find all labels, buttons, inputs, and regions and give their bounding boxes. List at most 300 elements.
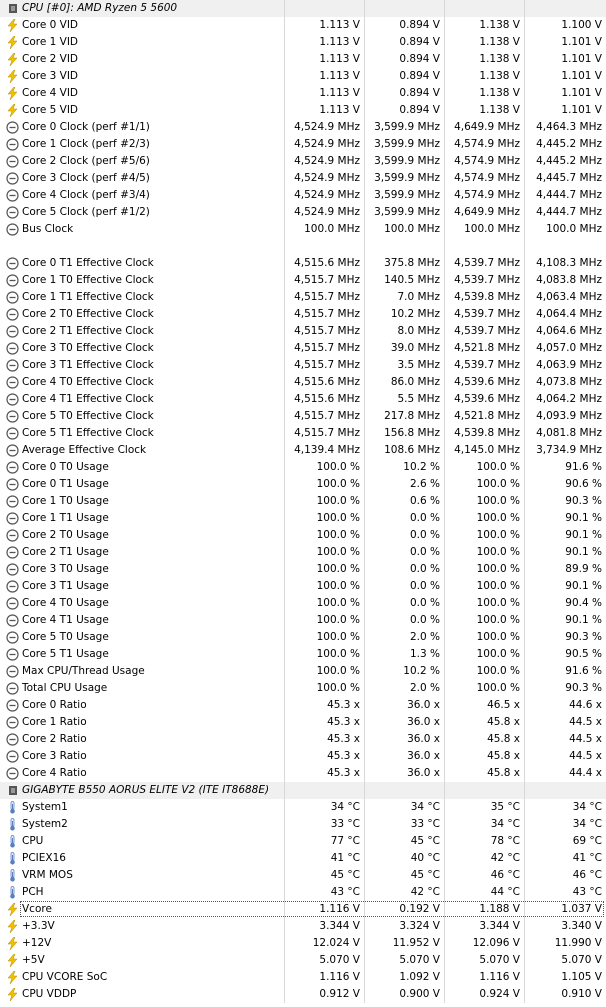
current-value: 1.113 V [319,19,360,31]
sensor-row[interactable] [0,323,606,340]
minimum-value: 0.0 % [409,529,440,541]
sensor-row[interactable] [0,391,606,408]
average-value: 89.9 % [565,563,602,575]
current-value: 4,524.9 MHz [294,155,360,167]
sensor-row[interactable] [0,17,606,34]
minimum-value: 5.5 MHz [397,393,440,405]
sensor-row[interactable] [0,714,606,731]
sensor-row[interactable] [0,153,606,170]
current-value: 100.0 % [316,512,360,524]
minimum-value: 1.3 % [409,648,440,660]
sensor-row[interactable] [0,918,606,935]
average-value: 4,445.2 MHz [536,155,602,167]
sensor-row[interactable] [0,255,606,272]
current-value: 1.116 V [319,903,360,915]
sensor-label: Core 4 T1 Usage [22,614,109,626]
maximum-value: 45.8 x [487,733,520,745]
sensor-label: Core 3 Ratio [22,750,87,762]
sensor-label: Core 0 VID [22,19,79,31]
sensor-row[interactable] [0,102,606,119]
current-value: 4,515.7 MHz [294,410,360,422]
minimum-value: 33 °C [410,818,440,830]
sensor-label: CPU VDDP [22,988,77,1000]
sensor-row[interactable] [0,833,606,850]
average-value: 4,093.9 MHz [536,410,602,422]
current-value: 1.113 V [319,36,360,48]
maximum-value: 4,521.8 MHz [454,410,520,422]
average-value: 4,445.2 MHz [536,138,602,150]
column-separator [444,0,445,17]
average-value: 1.105 V [561,971,602,983]
sensor-row[interactable] [0,663,606,680]
column-separator [364,782,365,799]
maximum-value: 45.8 x [487,750,520,762]
average-value: 4,073.8 MHz [536,376,602,388]
minimum-value: 45 °C [410,869,440,881]
maximum-value: 100.0 % [476,580,520,592]
minimum-value: 0.894 V [399,19,440,31]
column-separator [524,238,525,255]
column-separator [524,0,525,17]
current-value: 100.0 % [316,631,360,643]
sensor-group-header[interactable] [0,782,606,799]
maximum-value: 42 °C [490,852,520,864]
minimum-value: 156.8 MHz [384,427,440,439]
current-value: 100.0 % [316,682,360,694]
sensor-row[interactable] [0,306,606,323]
sensor-label: Total CPU Usage [22,682,108,694]
minimum-value: 39.0 MHz [390,342,440,354]
sensor-row[interactable] [0,510,606,527]
current-value: 100.0 MHz [304,223,360,235]
minimum-value: 0.0 % [409,512,440,524]
sensor-row[interactable] [0,374,606,391]
minimum-value: 3,599.9 MHz [374,189,440,201]
sensor-label: Core 4 VID [22,87,79,99]
group-label: CPU [#0]: AMD Ryzen 5 5600 [22,2,178,14]
average-value: 4,081.8 MHz [536,427,602,439]
sensor-label: CPU [22,835,44,847]
sensor-row[interactable] [0,119,606,136]
minimum-value: 0.894 V [399,87,440,99]
minimum-value: 0.0 % [409,580,440,592]
minimum-value: 0.0 % [409,614,440,626]
maximum-value: 4,574.9 MHz [454,138,520,150]
maximum-value: 78 °C [490,835,520,847]
current-value: 100.0 % [316,495,360,507]
current-value: 4,515.6 MHz [294,376,360,388]
current-value: 45 °C [330,869,360,881]
maximum-value: 45.8 x [487,716,520,728]
sensor-row[interactable] [0,850,606,867]
maximum-value: 35 °C [490,801,520,813]
current-value: 0.912 V [319,988,360,1000]
column-separator [284,782,285,799]
maximum-value: 12.096 V [472,937,520,949]
sensor-row[interactable] [0,612,606,629]
maximum-value: 1.188 V [479,903,520,915]
sensor-row[interactable] [0,289,606,306]
sensor-label: Core 3 Clock (perf #4/5) [22,172,150,184]
sensor-label: Core 1 T0 Effective Clock [22,274,154,286]
current-value: 100.0 % [316,597,360,609]
sensor-label: Core 1 T1 Effective Clock [22,291,154,303]
sensor-row[interactable] [0,204,606,221]
sensor-row[interactable] [0,459,606,476]
sensor-label: System2 [22,818,68,830]
average-value: 1.100 V [561,19,602,31]
sensor-row[interactable] [0,170,606,187]
sensor-label: Core 2 T1 Effective Clock [22,325,154,337]
average-value: 3,734.9 MHz [536,444,602,456]
sensor-label: Core 2 VID [22,53,79,65]
maximum-value: 4,539.7 MHz [454,359,520,371]
minimum-value: 34 °C [410,801,440,813]
sensor-row[interactable] [0,561,606,578]
maximum-value: 100.0 MHz [464,223,520,235]
minimum-value: 375.8 MHz [384,257,440,269]
sensor-label: Core 1 T1 Usage [22,512,109,524]
current-value: 45.3 x [327,733,360,745]
current-value: 1.113 V [319,87,360,99]
sensor-row[interactable] [0,187,606,204]
average-value: 90.1 % [565,529,602,541]
sensor-label: Core 2 T0 Effective Clock [22,308,154,320]
current-value: 4,515.7 MHz [294,342,360,354]
sensor-label: PCIEX16 [22,852,66,864]
maximum-value: 100.0 % [476,563,520,575]
maximum-value: 100.0 % [476,648,520,660]
current-value: 45.3 x [327,716,360,728]
current-value: 100.0 % [316,665,360,677]
sensor-row[interactable] [0,595,606,612]
sensor-row[interactable] [0,136,606,153]
current-value: 4,515.7 MHz [294,291,360,303]
sensor-label: Core 1 T0 Usage [22,495,109,507]
minimum-value: 11.952 V [392,937,440,949]
maximum-value: 4,574.9 MHz [454,172,520,184]
maximum-value: 4,145.0 MHz [454,444,520,456]
sensor-row[interactable] [0,697,606,714]
sensor-row[interactable] [0,408,606,425]
sensor-row[interactable] [0,68,606,85]
current-value: 1.113 V [319,70,360,82]
maximum-value: 1.138 V [479,53,520,65]
average-value: 90.5 % [565,648,602,660]
sensor-label: Core 2 T0 Usage [22,529,109,541]
maximum-value: 4,539.7 MHz [454,325,520,337]
current-value: 1.116 V [319,971,360,983]
sensor-label: Core 5 Clock (perf #1/2) [22,206,150,218]
average-value: 34 °C [572,801,602,813]
average-value: 91.6 % [565,665,602,677]
sensor-row[interactable] [0,629,606,646]
minimum-value: 2.6 % [409,478,440,490]
current-value: 4,524.9 MHz [294,206,360,218]
sensor-row[interactable] [0,34,606,51]
minimum-value: 45 °C [410,835,440,847]
current-value: 4,515.7 MHz [294,308,360,320]
current-value: 4,515.7 MHz [294,359,360,371]
average-value: 44.5 x [569,750,602,762]
minimum-value: 3,599.9 MHz [374,138,440,150]
maximum-value: 4,539.6 MHz [454,393,520,405]
current-value: 4,524.9 MHz [294,172,360,184]
maximum-value: 1.138 V [479,36,520,48]
average-value: 41 °C [572,852,602,864]
sensor-label: Bus Clock [22,223,74,235]
current-value: 100.0 % [316,478,360,490]
sensor-label: Average Effective Clock [22,444,147,456]
column-separator [364,0,365,17]
sensor-label: VRM MOS [22,869,73,881]
average-value: 44.5 x [569,733,602,745]
minimum-value: 0.894 V [399,104,440,116]
current-value: 1.113 V [319,104,360,116]
maximum-value: 1.138 V [479,70,520,82]
sensor-label: Core 2 Ratio [22,733,87,745]
sensor-label: Core 3 T1 Usage [22,580,109,592]
minimum-value: 0.192 V [399,903,440,915]
sensor-row[interactable] [0,952,606,969]
sensor-row[interactable] [0,442,606,459]
sensor-row[interactable] [0,646,606,663]
maximum-value: 100.0 % [476,665,520,677]
minimum-value: 0.0 % [409,563,440,575]
sensor-label: Core 0 Ratio [22,699,87,711]
sensor-row[interactable] [0,527,606,544]
sensor-row[interactable] [0,221,606,238]
minimum-value: 3.5 MHz [397,359,440,371]
average-value: 69 °C [572,835,602,847]
maximum-value: 4,574.9 MHz [454,189,520,201]
maximum-value: 4,539.7 MHz [454,308,520,320]
sensor-row[interactable] [0,799,606,816]
current-value: 45.3 x [327,750,360,762]
average-value: 3.340 V [561,920,602,932]
maximum-value: 4,574.9 MHz [454,155,520,167]
current-value: 5.070 V [319,954,360,966]
minimum-value: 3,599.9 MHz [374,121,440,133]
average-value: 44.5 x [569,716,602,728]
maximum-value: 100.0 % [476,614,520,626]
minimum-value: 7.0 MHz [397,291,440,303]
sensor-row[interactable] [0,816,606,833]
current-value: 100.0 % [316,648,360,660]
minimum-value: 140.5 MHz [384,274,440,286]
average-value: 90.1 % [565,580,602,592]
maximum-value: 0.924 V [479,988,520,1000]
minimum-value: 10.2 % [403,461,440,473]
sensor-row[interactable] [0,867,606,884]
maximum-value: 100.0 % [476,461,520,473]
sensor-label: +12V [22,937,52,949]
sensor-row[interactable] [0,493,606,510]
maximum-value: 100.0 % [476,495,520,507]
sensor-row[interactable] [0,51,606,68]
current-value: 100.0 % [316,529,360,541]
maximum-value: 1.138 V [479,19,520,31]
current-value: 3.344 V [319,920,360,932]
average-value: 1.037 V [561,903,602,915]
minimum-value: 3,599.9 MHz [374,172,440,184]
maximum-value: 4,649.9 MHz [454,121,520,133]
current-value: 4,515.6 MHz [294,257,360,269]
average-value: 90.1 % [565,512,602,524]
column-separator [364,238,365,255]
sensor-row[interactable] [0,544,606,561]
sensor-label: Core 4 T1 Effective Clock [22,393,154,405]
minimum-value: 36.0 x [407,733,440,745]
column-separator [444,782,445,799]
current-value: 100.0 % [316,461,360,473]
maximum-value: 100.0 % [476,512,520,524]
sensor-row[interactable] [0,986,606,1003]
maximum-value: 1.138 V [479,87,520,99]
maximum-value: 4,521.8 MHz [454,342,520,354]
average-value: 90.3 % [565,631,602,643]
sensor-label: Core 0 T1 Effective Clock [22,257,154,269]
sensor-label: Core 5 T0 Effective Clock [22,410,154,422]
maximum-value: 4,539.8 MHz [454,291,520,303]
sensor-label: Core 0 T1 Usage [22,478,109,490]
minimum-value: 0.894 V [399,70,440,82]
average-value: 4,464.3 MHz [536,121,602,133]
current-value: 45.3 x [327,767,360,779]
maximum-value: 5.070 V [479,954,520,966]
sensor-label: Core 1 Clock (perf #2/3) [22,138,150,150]
group-label: GIGABYTE B550 AORUS ELITE V2 (ITE IT8688E) [22,784,270,796]
sensor-row[interactable] [0,969,606,986]
minimum-value: 0.900 V [399,988,440,1000]
average-value: 91.6 % [565,461,602,473]
average-value: 44.4 x [569,767,602,779]
minimum-value: 0.894 V [399,36,440,48]
maximum-value: 1.138 V [479,104,520,116]
sensor-label: Core 4 Clock (perf #3/4) [22,189,150,201]
sensor-row[interactable] [0,731,606,748]
sensor-row[interactable] [0,901,606,918]
minimum-value: 217.8 MHz [384,410,440,422]
minimum-value: 36.0 x [407,716,440,728]
maximum-value: 100.0 % [476,529,520,541]
sensor-label: Core 5 T1 Effective Clock [22,427,154,439]
minimum-value: 36.0 x [407,750,440,762]
sensor-row[interactable] [0,884,606,901]
sensor-row[interactable] [0,680,606,697]
current-value: 1.113 V [319,53,360,65]
average-value: 5.070 V [561,954,602,966]
average-value: 4,444.7 MHz [536,206,602,218]
minimum-value: 0.0 % [409,546,440,558]
current-value: 100.0 % [316,580,360,592]
current-value: 4,515.7 MHz [294,274,360,286]
sensor-label: Core 0 Clock (perf #1/1) [22,121,150,133]
sensor-row[interactable] [0,765,606,782]
sensor-label: Core 4 T0 Usage [22,597,109,609]
sensor-row[interactable] [0,85,606,102]
maximum-value: 100.0 % [476,597,520,609]
blank-row [0,238,606,255]
maximum-value: 4,649.9 MHz [454,206,520,218]
average-value: 4,063.9 MHz [536,359,602,371]
maximum-value: 100.0 % [476,682,520,694]
average-value: 0.910 V [561,988,602,1000]
average-value: 11.990 V [554,937,602,949]
minimum-value: 1.092 V [399,971,440,983]
sensor-label: Core 3 T1 Effective Clock [22,359,154,371]
minimum-value: 36.0 x [407,699,440,711]
average-value: 4,108.3 MHz [536,257,602,269]
average-value: 4,064.2 MHz [536,393,602,405]
average-value: 90.3 % [565,682,602,694]
column-separator [284,0,285,17]
current-value: 33 °C [330,818,360,830]
sensor-row[interactable] [0,340,606,357]
minimum-value: 3,599.9 MHz [374,206,440,218]
minimum-value: 0.0 % [409,597,440,609]
sensor-label: Core 5 T1 Usage [22,648,109,660]
current-value: 4,524.9 MHz [294,189,360,201]
maximum-value: 46 °C [490,869,520,881]
sensor-label: Core 2 T1 Usage [22,546,109,558]
maximum-value: 100.0 % [476,478,520,490]
current-value: 77 °C [330,835,360,847]
average-value: 34 °C [572,818,602,830]
sensor-label: Core 4 Ratio [22,767,87,779]
maximum-value: 34 °C [490,818,520,830]
sensor-row[interactable] [0,748,606,765]
sensor-label: Core 2 Clock (perf #5/6) [22,155,150,167]
average-value: 4,064.6 MHz [536,325,602,337]
minimum-value: 40 °C [410,852,440,864]
average-value: 1.101 V [561,53,602,65]
minimum-value: 3,599.9 MHz [374,155,440,167]
current-value: 4,524.9 MHz [294,138,360,150]
minimum-value: 0.6 % [409,495,440,507]
sensor-label: +5V [22,954,45,966]
sensor-row[interactable] [0,357,606,374]
maximum-value: 4,539.7 MHz [454,274,520,286]
average-value: 1.101 V [561,70,602,82]
current-value: 45.3 x [327,699,360,711]
sensor-row[interactable] [0,272,606,289]
maximum-value: 1.116 V [479,971,520,983]
sensor-label: Core 3 VID [22,70,79,82]
sensor-row[interactable] [0,425,606,442]
maximum-value: 45.8 x [487,767,520,779]
sensor-row[interactable] [0,935,606,952]
sensor-row[interactable] [0,578,606,595]
minimum-value: 0.894 V [399,53,440,65]
maximum-value: 4,539.7 MHz [454,257,520,269]
average-value: 1.101 V [561,87,602,99]
average-value: 90.1 % [565,614,602,626]
minimum-value: 10.2 MHz [390,308,440,320]
sensor-label: Max CPU/Thread Usage [22,665,145,677]
maximum-value: 4,539.6 MHz [454,376,520,388]
average-value: 4,083.8 MHz [536,274,602,286]
sensor-group-header[interactable] [0,0,606,17]
average-value: 4,057.0 MHz [536,342,602,354]
average-value: 4,444.7 MHz [536,189,602,201]
minimum-value: 108.6 MHz [384,444,440,456]
sensor-label: Core 1 Ratio [22,716,87,728]
sensor-label: CPU VCORE SoC [22,971,108,983]
sensor-label: Core 3 T0 Usage [22,563,109,575]
sensor-label: Core 5 VID [22,104,79,116]
sensor-row[interactable] [0,476,606,493]
